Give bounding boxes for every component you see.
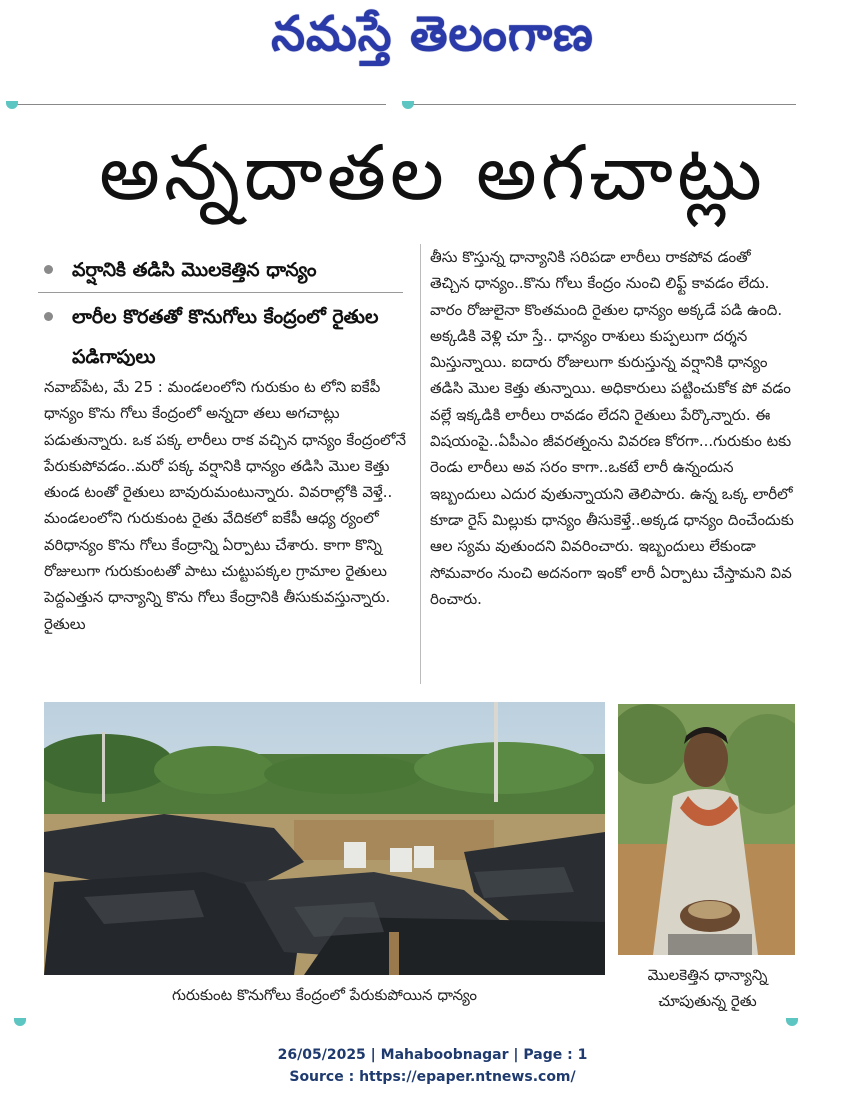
- photo-caption-left: గురుకుంట కొనుగోలు కేంద్రంలో పేరుకుపోయిన ధాన్యం: [171, 986, 478, 1004]
- article-text-left: నవాబ్‌పేట, మే 25 : మండలంలోని గురుకుం ట లోని ఐకేపీ ధాన్యం కొను గోలు కేంద్రంలో అన్నదా తలు అగచాట్లు పడుతున్నారు. ఒక పక్క లారీలు రాక వచ్చిన ధాన్యం కేంద్రంలోనే పేరుకుపోవడం..మరో పక్క వర్షానికి ధాన్యం తడిసి మొల కెత్తు తుండ టంతో రైతులు బావురుమంటున్నారు. వివరాల్లోకి వెళ్తే.. మండలంలోని గురుకుంట రైతు వేదికలో ఐకేపీ ఆధ్య ర్యంలో వరిధాన్యం కొను గోలు కేంద్రాన్ని ఏర్పాటు చేశారు. కాగా కొన్ని రోజులుగా గురుకుంటతో పాటు చుట్టుపక్కల గ్రామాల రైతులు పెద్దఎత్తున ధాన్యాన్ని కొను గోలు కేంద్రానికి తీసుకువస్తున్నారు. రైతులు: [44, 378, 407, 633]
- footer-source[interactable]: Source : https://epaper.ntnews.com/: [289, 1069, 576, 1085]
- header-rule-left: [14, 104, 386, 105]
- ornament-tick-left: [6, 101, 18, 109]
- grain-heaps-photo: [44, 702, 605, 975]
- ornament-tick-bottom-left: [14, 1018, 26, 1026]
- article-text-right: తీసు కొస్తున్న ధాన్యానికి సరిపడా లారీలు రాకపోవ డంతో తెచ్చిన ధాన్యం..కొను గోలు కేంద్రం నుంచి లిఫ్ట్ కావడం లేదు. వారం రోజులైనా కొంతమంది రైతుల ధాన్యం అక్కడే పడి ఉంది. అక్కడికి వెళ్లి చూ స్తే.. ధాన్యం రాశులు కుప్పలుగా దర్శన మిస్తున్నాయి. ఐదారు రోజులుగా కురుస్తున్న వర్షానికి ధాన్యం తడిసి మొల కెత్తు తున్నాయి. అధికారులు పట్టించుకోక పో వడం వల్లే ఇక్కడికి లారీలు రావడం లేదని రైతులు పేర్కొన్నారు. ఈ విషయంపై..ఏపీఎం జీవరత్నంను వివరణ కోరగా...గురుకుం టకు రెండు లారీలు అవ సరం కాగా..ఒకటే లారీ ఉన్నందున ఇబ్బందులు ఎదుర వుతున్నాయని తెలిపారు. ఉన్న ఒక్క లారీలో కూడా రైస్ మిల్లుకు ధాన్యం తీసుకెళ్తే..అక్కడ ధాన్యం దించేందుకు ఆల స్యమ వుతుందని వివరించారు. ఇబ్బందులు లేకుండా సోమవారం నుంచి అదనంగా ఇంకో లారీ ఏర్పాటు చేస్తామని వివ రించారు.: [430, 248, 794, 608]
- bullet-item: [38, 297, 403, 377]
- header-rule-right: [408, 104, 796, 105]
- footer-edition: Mahaboobnagar: [380, 1047, 509, 1063]
- newspaper-logo: నమస్తే తెలంగాణ: [271, 6, 594, 62]
- footer: [0, 1044, 865, 1088]
- footer-date: 26/05/2025: [277, 1047, 366, 1063]
- bullet-text: లారీల కొరతతో కొనుగోలు కేంద్రంలో రైతుల పడిగాపులు: [72, 306, 379, 368]
- article-column-left: [44, 374, 409, 637]
- subheadline-bullets: [38, 250, 403, 377]
- bullet-text: వర్షానికి తడిసి మొలకెత్తిన ధాన్యం: [72, 259, 317, 281]
- article-column-right: [430, 244, 795, 612]
- footer-separator: |: [508, 1047, 524, 1063]
- footer-page: Page : 1: [523, 1047, 588, 1063]
- caption-line: చూపుతున్న రైతు: [658, 992, 757, 1010]
- bullet-item: [38, 250, 403, 290]
- ornament-tick-right: [402, 101, 414, 109]
- caption-line: మొలకెత్తిన ధాన్యాన్ని: [647, 966, 768, 984]
- bullet-icon: [44, 265, 53, 274]
- masthead: [0, 0, 865, 78]
- footer-line-1: [0, 1044, 865, 1066]
- ornament-tick-bottom-right: [786, 1018, 798, 1026]
- farmer-photo: [618, 704, 795, 955]
- footer-separator: |: [365, 1047, 381, 1063]
- bullet-divider: [38, 292, 403, 293]
- headline: అన్నదాతల అగచాట్లు: [99, 128, 766, 217]
- column-divider: [420, 244, 421, 684]
- photo-caption-right: [610, 962, 805, 1014]
- bullet-icon: [44, 312, 53, 321]
